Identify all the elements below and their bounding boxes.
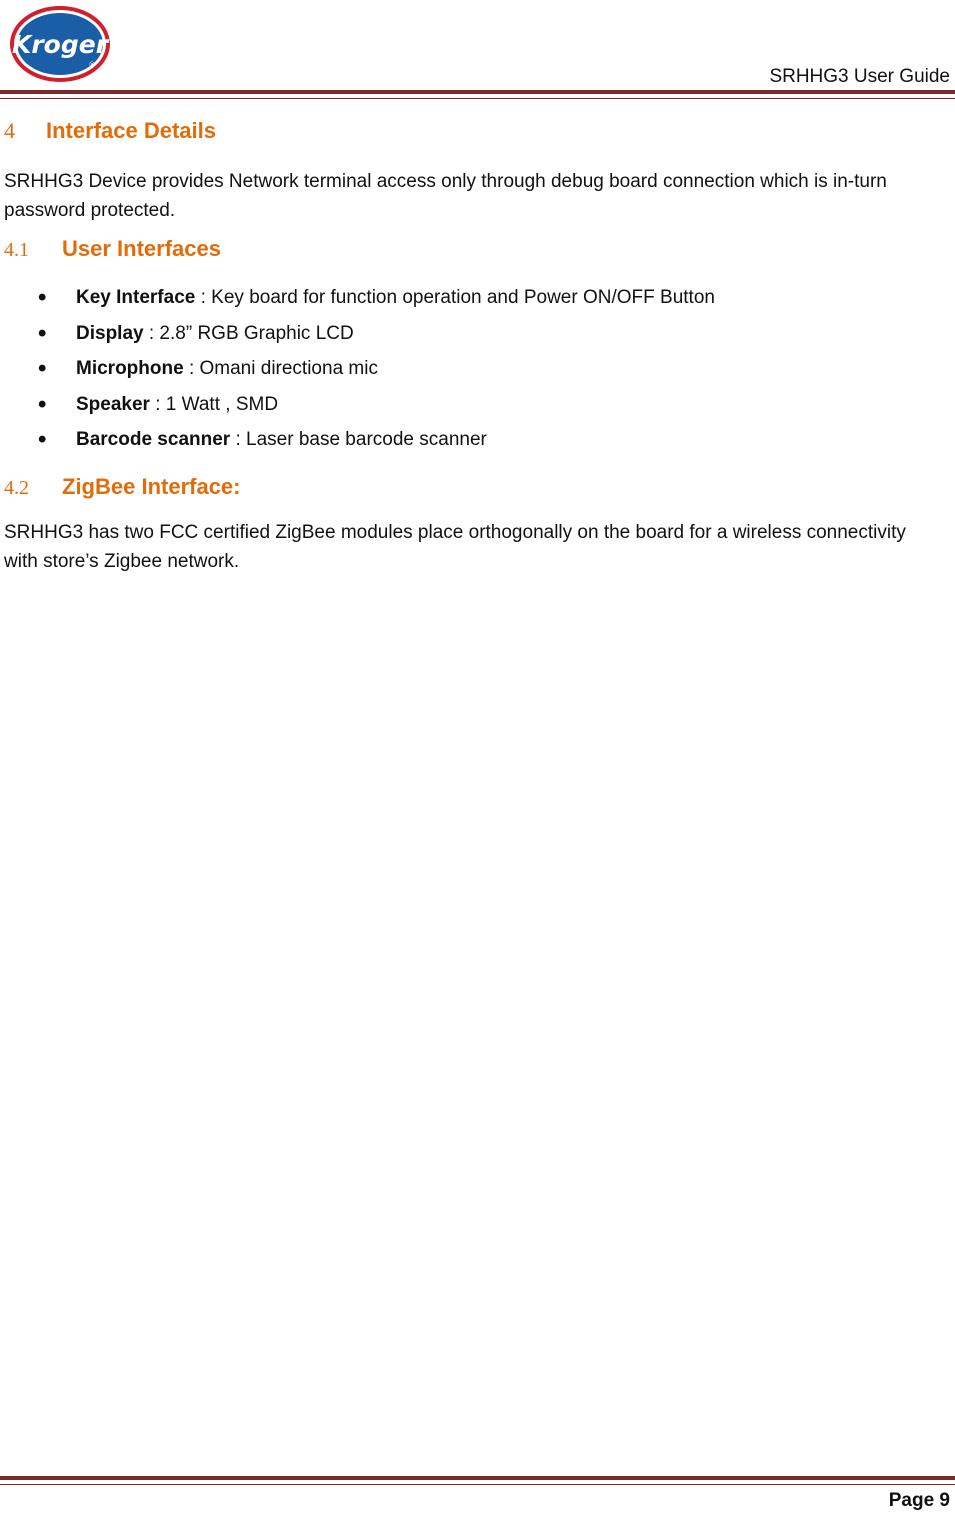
list-item xyxy=(0,354,715,390)
list-item-label: Speaker xyxy=(76,393,150,415)
subsection-heading-zigbee xyxy=(4,474,241,500)
section-title: Interface Details xyxy=(46,118,216,143)
section-number: 4 xyxy=(4,118,15,143)
list-item-label: Microphone xyxy=(76,358,184,380)
svg-text:®: ® xyxy=(88,61,96,69)
bullet-icon: • xyxy=(38,319,47,347)
bullet-icon: • xyxy=(38,284,47,311)
zigbee-paragraph: SRHHG3 has two FCC certified ZigBee modules place orthogonally on the board for a wireless connectivity with store’s Zigbee network. xyxy=(4,522,906,572)
list-item-text: : 2.8” RGB Graphic LCD xyxy=(143,322,354,344)
subsection-heading-user-interfaces xyxy=(4,236,221,262)
list-item-text: : Laser base barcode scanner xyxy=(230,429,487,451)
footer-rule-thick xyxy=(0,1476,955,1480)
list-item xyxy=(0,283,715,319)
user-interfaces-list xyxy=(0,283,715,461)
section-intro-paragraph: SRHHG3 Device provides Network terminal access only through debug board connection which is in-turn password protected. xyxy=(4,171,887,221)
subsection-number: 4.1 xyxy=(4,239,29,261)
svg-text:Kroger: Kroger xyxy=(11,30,109,59)
section-heading xyxy=(4,118,216,144)
subsection-number: 4.2 xyxy=(4,477,29,499)
list-item-label: Display xyxy=(76,322,144,344)
bullet-icon: • xyxy=(38,426,47,454)
list-item xyxy=(0,425,715,461)
bullet-icon: • xyxy=(38,390,47,418)
kroger-logo xyxy=(8,3,112,83)
subsection-title: User Interfaces xyxy=(62,236,221,261)
list-item-text: : Omani directiona mic xyxy=(183,358,378,380)
list-item xyxy=(0,390,715,426)
page-number: Page 9 xyxy=(888,1490,950,1511)
list-item xyxy=(0,319,715,355)
bullet-icon: • xyxy=(38,355,47,383)
header-rule-thick xyxy=(0,90,955,94)
list-item-label: Barcode scanner xyxy=(76,429,231,451)
subsection-title: ZigBee Interface: xyxy=(62,474,241,499)
list-item-text: : 1 Watt , SMD xyxy=(149,393,279,415)
document-header-title: SRHHG3 User Guide xyxy=(769,66,950,87)
header-rule-thin xyxy=(0,98,955,99)
list-item-label: Key Interface xyxy=(76,287,196,308)
list-item-text: : Key board for function operation and Power ON/OFF Button xyxy=(195,287,715,308)
footer-rule-thin xyxy=(0,1484,955,1485)
